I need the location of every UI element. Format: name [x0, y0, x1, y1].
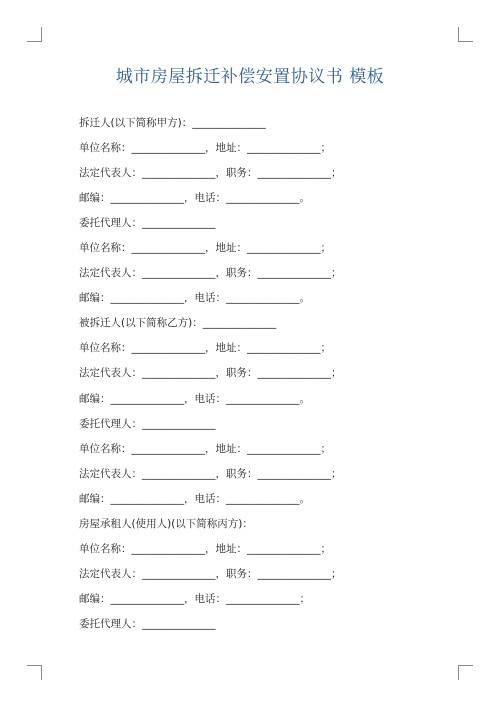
line-party-c-postcode-phone: 邮编：______________，电话：______________；	[79, 592, 310, 605]
line-party-a-legal-rep: 法定代表人：______________，职务：______________；	[79, 167, 342, 180]
crop-mark-bottom-right	[458, 665, 473, 680]
line-party-c-heading: 房屋承租人(使用人)(以下简称丙方)：	[79, 517, 253, 530]
line-party-a-agent: 委托代理人：______________	[79, 217, 216, 230]
line-party-b-agent-legal-rep: 法定代表人：______________，职务：______________；	[79, 467, 342, 480]
line-party-b-agent: 委托代理人：______________	[79, 417, 216, 430]
line-party-a-agent-legal-rep: 法定代表人：______________，职务：______________；	[79, 267, 342, 280]
line-party-b-unit-address: 单位名称：______________，地址：______________；	[79, 342, 331, 355]
line-party-c-unit-address: 单位名称：______________，地址：______________；	[79, 542, 331, 555]
line-party-b-heading: 被拆迁人(以下简称乙方)：______________	[79, 317, 277, 330]
line-party-b-agent-unit-address: 单位名称：______________，地址：______________；	[79, 442, 331, 455]
line-party-b-postcode-phone: 邮编：______________，电话：______________。	[79, 392, 310, 405]
line-party-b-agent-postcode-phone: 邮编：______________，电话：______________。	[79, 492, 310, 505]
line-party-a-agent-postcode-phone: 邮编：______________，电话：______________。	[79, 292, 310, 305]
crop-mark-top-right	[458, 27, 473, 42]
crop-mark-bottom-left	[27, 665, 42, 680]
document-title: 城市房屋拆迁补偿安置协议书 模板	[115, 67, 385, 87]
line-party-a-agent-unit-address: 单位名称：______________，地址：______________；	[79, 242, 331, 255]
line-party-a-heading: 拆迁人(以下简称甲方)：______________	[79, 117, 266, 129]
line-party-a-unit-address: 单位名称：______________，地址：______________；	[79, 142, 331, 155]
line-party-a-postcode-phone: 邮编：______________，电话：______________。	[79, 192, 310, 205]
crop-mark-top-left	[27, 27, 42, 42]
line-party-c-legal-rep: 法定代表人：______________，职务：______________；	[79, 567, 342, 580]
line-party-b-legal-rep: 法定代表人：______________，职务：______________；	[79, 367, 342, 380]
document-body	[79, 113, 460, 639]
line-party-c-agent: 委托代理人：______________	[79, 617, 216, 630]
